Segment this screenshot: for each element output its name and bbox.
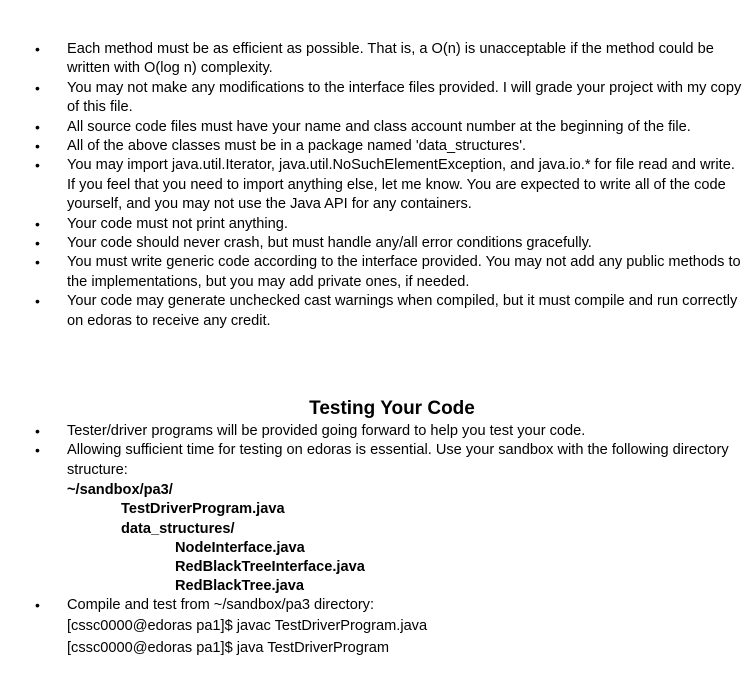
list-item: • Your code should never crash, but must handle any/all error conditions gracefully. <box>0 234 755 253</box>
list-item: • You may not make any modifications to the interface files provided. I will grade your project with my copy of this file. <box>0 79 755 118</box>
list-item-directory-structure <box>0 441 755 596</box>
dir-file-rbt: RedBlackTree.java <box>175 578 304 595</box>
list-item: • All of the above classes must be in a package named 'data_structures'. <box>0 137 755 156</box>
dir-root: ~/sandbox/pa3/ <box>67 482 173 499</box>
dir-package: data_structures/ <box>121 520 235 537</box>
requirements-list <box>0 40 755 331</box>
command-line: [cssc0000@edoras pa1]$ javac TestDriverProgram.java <box>67 618 428 635</box>
list-item: • Tester/driver programs will be provided going forward to help you test your code. <box>0 422 755 441</box>
list-item: • You must write generic code according to the interface provided. You may not add any public methods to the implementations, but you may add private ones, if needed. <box>0 253 755 292</box>
list-item: • You may import java.util.Iterator, java.util.NoSuchElementException, and java.io.* for file read and write. If you feel that you need to import anything else, let me know. You are expected to write all of the code yourself, and you may not use the Java API for any containers. <box>0 156 755 214</box>
dir-driver-file: TestDriverProgram.java <box>121 501 285 518</box>
command-line: [cssc0000@edoras pa1]$ java TestDriverProgram <box>67 640 389 657</box>
directory-tree <box>67 481 745 596</box>
directory-intro: • Allowing sufficient time for testing on edoras is essential. Use your sandbox with the following directory structure: <box>67 442 729 478</box>
list-item: • All source code files must have your name and class account number at the beginning of the file. <box>0 118 755 137</box>
dir-file-rbt-interface: RedBlackTreeInterface.java <box>175 559 365 576</box>
list-item: • Each method must be as efficient as possible. That is, a O(n) is unacceptable if the method could be written with O(log n) complexity. <box>0 40 755 79</box>
section-heading: Testing Your Code <box>309 398 475 419</box>
list-item-compile <box>0 596 755 659</box>
list-item: • Your code must not print anything. <box>0 215 755 234</box>
dir-file-node-interface: NodeInterface.java <box>175 539 305 556</box>
compile-list <box>0 596 755 659</box>
testing-list <box>0 422 755 596</box>
list-item: • Your code may generate unchecked cast warnings when compiled, but it must compile and run correctly on edoras to receive any credit. <box>0 292 755 331</box>
compile-intro: • Compile and test from ~/sandbox/pa3 directory: <box>67 597 375 613</box>
